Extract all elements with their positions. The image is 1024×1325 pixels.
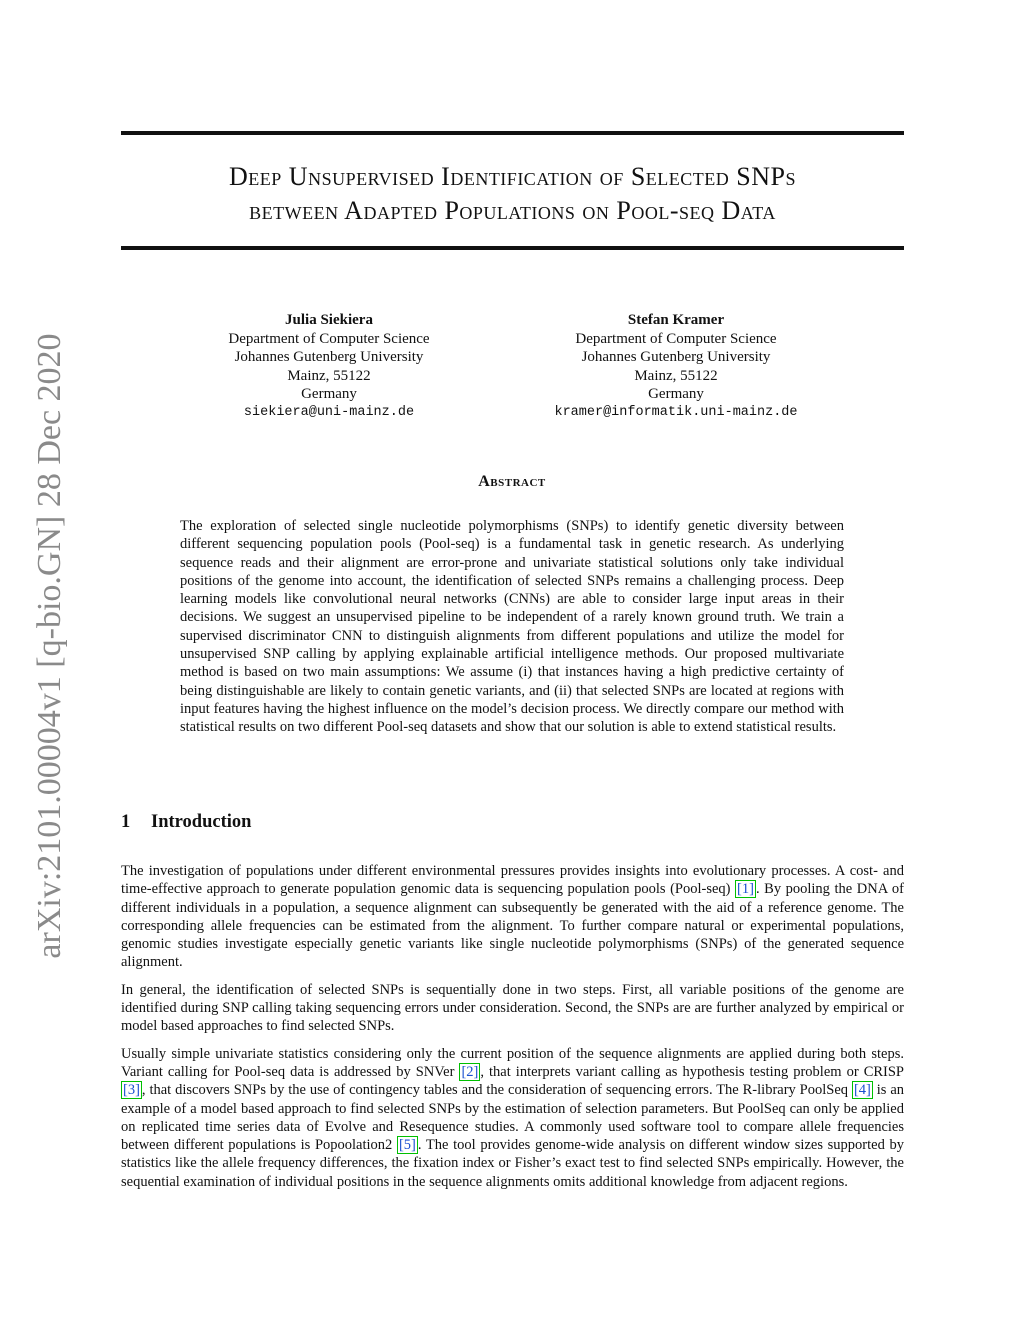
paragraph-text: . The tool provides genome-wide analysis on different window sizes supported by statistics like the allele frequency differences, the fixation index or Fisher’s exact test to find selected SNPs empirically. However, the sequential examination of individual positions in the sequence alignments omits additional knowledge from adjacent regions. (121, 1137, 904, 1190)
author-name: Stefan Kramer (627, 312, 725, 328)
paragraph-text: , that interprets variant calling as hypothesis testing problem or CRISP (480, 1063, 904, 1080)
author-country: Germany (648, 386, 704, 402)
author-city: Mainz, 55122 (287, 367, 371, 384)
author-2 (526, 311, 826, 422)
author-email[interactable]: kramer@informatik.uni-mainz.de (554, 404, 798, 420)
citation-link[interactable]: [2] (461, 1063, 479, 1080)
paragraph-3 (121, 1045, 904, 1191)
citation-link[interactable]: [5] (398, 1137, 416, 1154)
section-heading (121, 812, 251, 833)
paragraph-2: In general, the identification of selected SNPs is sequentially done in two steps. First, all variable positions of the genome are identified during SNP calling taking sequencing errors under consideration. Second, the SNPs are are further analyzed by empirical or model based approaches to find selected SNPs. (121, 981, 904, 1035)
author-department: Department of Computer Science (575, 330, 777, 347)
paragraph-text: Usually simple univariate statistics considering only the current position of the sequence alignments are applied during both steps. Variant calling for Pool-seq data is addressed by SNVer (121, 1045, 904, 1080)
paragraph-text: . By pooling the DNA of different individuals in a population, a sequence alignment can subsequently be generated with the aid of a reference genome. The corresponding allele frequencies can be estimated from the alignment. To further compare natural or experimental populations, genomic studies investigate especially genetic variants like single nucleotide polymorphisms (SNPs) of the generated sequence alignment. (121, 881, 904, 971)
paragraph-text: The investigation of populations under different environmental pressures provides insights into evolutionary processes. A cost- and time-effective approach to generate population genomic data is sequencing population pools (Pool-seq) (121, 863, 904, 898)
author-name: Julia Siekiera (285, 312, 373, 328)
author-city: Mainz, 55122 (634, 367, 718, 384)
paragraph-text: , that discovers SNPs by the use of contingency tables and the consideration of sequencing errors. The R-library PoolSeq (141, 1082, 852, 1099)
author-department: Department of Computer Science (228, 330, 430, 347)
section-title: Introduction (151, 812, 252, 832)
title-line-1: Deep Unsupervised Identification of Selected SNPs (229, 162, 796, 191)
paragraph-text: is an example of a model based approach to find selected SNPs by the estimation of selection parameters. But PoolSeq can only be applied on replicated time series data of Evolve and Resequence studies. A commonly used software tool to compare allele frequencies between different populations is Popoolation2 (121, 1082, 905, 1154)
title-line-2: between Adapted Populations on Pool-seq Data (249, 196, 776, 225)
section-body (121, 862, 904, 1200)
title-bottom-rule (121, 246, 904, 250)
citation-link[interactable]: [4] (853, 1082, 871, 1099)
abstract-text: The exploration of selected single nucleotide polymorphisms (SNPs) to identify genetic diversity between different sequencing population pools (Pool-seq) is a fundamental task in genetic research. As underlying sequence reads and their alignment are error-prone and univariate statistical solutions only take individual positions of the genome into account, the identification of selected SNPs remains a challenging process. Deep learning models like convolutional neural networks (CNNs) are able to consider large input areas in their decisions. We suggest an unsupervised pipeline to be independent of a rarely known ground truth. We train a supervised discriminator CNN to distinguish alignments from different populations and utilize the model for unsupervised SNP calling by applying explainable artificial intelligence methods. Our proposed multivariate method is based on two main assumptions: We assume (i) that instances having a high predictive certainty of being distinguishable are likely to contain genetic variants, and (ii) that selected SNPs are located at regions with input features having the highest influence on the model’s decision process. We directly compare our method with statistical results on two different Pool-seq datasets and show that our solution is able to extend statistical results. (180, 518, 844, 736)
arxiv-identifier: arXiv:2101.00004v1 [q-bio.GN] 28 Dec 2020 (31, 333, 68, 959)
author-country: Germany (301, 386, 357, 402)
paragraph-1 (121, 862, 904, 972)
citation-link[interactable]: [1] (737, 881, 754, 898)
author-university: Johannes Gutenberg University (581, 349, 771, 365)
author-university: Johannes Gutenberg University (234, 349, 424, 365)
author-email[interactable]: siekiera@uni-mainz.de (243, 404, 415, 420)
citation-link[interactable]: [3] (123, 1082, 140, 1099)
section-number: 1 (121, 812, 131, 832)
abstract-heading: Abstract (478, 473, 546, 490)
title-top-rule (121, 131, 904, 135)
paper-title (121, 160, 904, 228)
author-1 (179, 311, 479, 422)
